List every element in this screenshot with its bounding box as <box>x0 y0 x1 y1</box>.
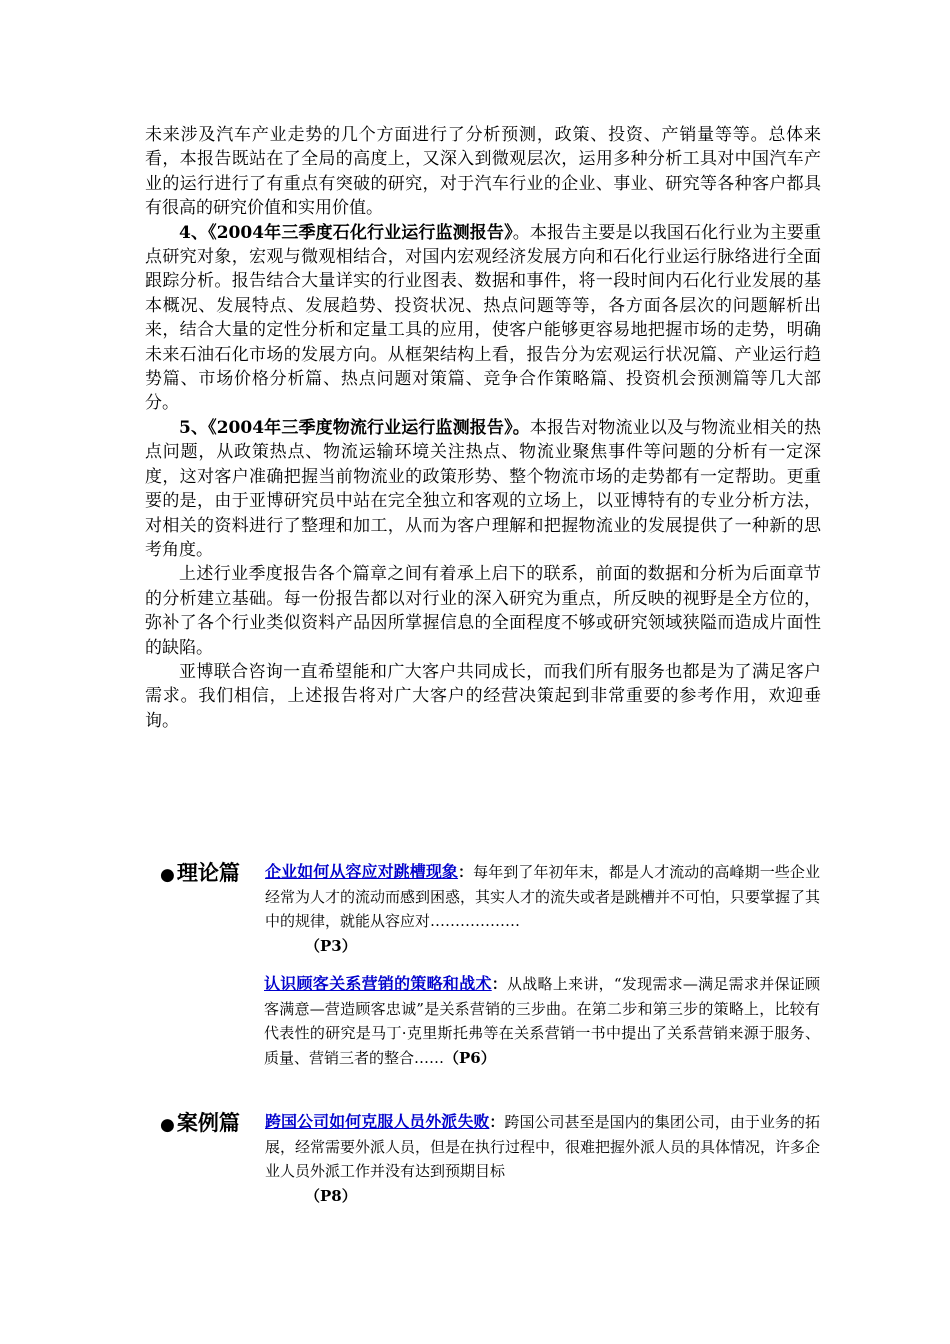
cases-heading <box>160 1110 240 1138</box>
page-ref: （P6） <box>444 1048 496 1067</box>
cases-heading-label: 案例篇 <box>176 1110 240 1135</box>
report-5-paragraph <box>145 416 821 562</box>
report-4-body: 。本报告主要是以我国石化行业为主要重点研究对象，宏观与微观相结合，对国内宏观经济发展方向和石化行业运行脉络进行全面跟踪分析。报告结合大量详实的行业图表、数据和事件，将一段时间内石化行业发展的基本概况、发展特点、发展趋势、投资状况、热点问题等等，各方面各层次的问题解析出来，结合大量的定性分析和定量工具的应用，使客户能够更容易地把握市场的走势，明确未来石油石化市场的发展方向。从框架结构上看，报告分为宏观运行状况篇、产业运行趋势篇、市场价格分析篇、热点问题对策篇、竞争合作策略篇、投资机会预测篇等几大部分。 <box>145 222 821 414</box>
entry-summary: 每年到了年初年末，都是人才流动的高峰期一些企业经常为人才的流动而感到困惑，其实人才的流失或者是跳槽并不可怕，只要掌握了其中的规律，就能从容应对……………… <box>265 863 821 930</box>
cases-section <box>160 1110 825 1230</box>
entry-colon: ： <box>458 863 474 881</box>
report-5-title: 5、《2004年三季度物流行业运行监测报告》。 <box>179 417 530 438</box>
bullet-icon: ● <box>160 865 175 885</box>
theory-entry-relationship-marketing <box>264 972 820 1070</box>
entry-colon: ： <box>489 1113 505 1131</box>
link-relationship-marketing[interactable]: 认识顾客关系营销的策略和战术 <box>264 974 492 993</box>
report-4-paragraph <box>145 221 821 416</box>
page-ref: （P8） <box>305 1186 357 1205</box>
report-5-body: 本报告对物流业以及与物流业相关的热点问题，从政策热点、物流运输环境关注热点、物流业聚焦事件等问题的分析有一定深度，这对客户准确把握当前物流业的政策形势、整个物流市场的走势都有一定帮助。更重要的是，由于亚博研究员中站在完全独立和客观的立场上，以亚博特有的专业分析方法，对相关的资料进行了整理和加工，从而为客户理解和把握物流业的发展提供了一种新的思考角度。 <box>145 417 821 560</box>
entry-summary: 跨国公司甚至是国内的集团公司，由于业务的拓展，经常需要外派人员，但是在执行过程中，很难把握外派人员的具体情况，许多企业人员外派工作并没有达到预期目标 <box>265 1113 821 1180</box>
summary-paragraph: 上述行业季度报告各个篇章之间有着承上启下的联系，前面的数据和分析为后面章节的分析建立基础。每一份报告都以对行业的深入研究为重点，所反映的视野是全方位的，弥补了各个行业类似资料产品因所掌握信息的全面程度不够或研究领域狭隘而造成片面性的缺陷。 <box>145 564 821 658</box>
entry-summary: 从战略上来讲，“发现需求—满足需求并保证顾客满意—营造顾客忠诚”是关系营销的三步曲。在第二步和第三步的策略上，比较有代表性的研究是马丁·克里斯托弗等在关系营销一书中提出了关系营销来源于服务、质量、营销三者的整合…… <box>264 975 820 1067</box>
link-job-hopping[interactable]: 企业如何从容应对跳槽现象 <box>265 862 459 881</box>
cases-entry-expatriate <box>265 1110 820 1208</box>
report-4-title: 4、《2004年三季度石化行业运行监测报告》 <box>179 222 513 243</box>
page-ref: （P3） <box>305 936 357 955</box>
theory-entry-job-hopping <box>265 860 820 958</box>
theory-heading <box>160 860 240 888</box>
entry-colon: ： <box>491 975 508 993</box>
theory-heading-label: 理论篇 <box>176 860 240 885</box>
link-expatriate-failure[interactable]: 跨国公司如何克服人员外派失败 <box>265 1112 490 1131</box>
theory-section <box>160 860 825 1100</box>
article-body <box>145 123 821 733</box>
intro-paragraph: 未来涉及汽车产业走势的几个方面进行了分析预测，政策、投资、产销量等等。总体来看，本报告既站在了全局的高度上，又深入到微观层次，运用多种分析工具对中国汽车产业的运行进行了有重点有突破的研究，对于汽车行业的企业、事业、研究等各种客户都具有很高的研究价值和实用价值。 <box>145 125 821 219</box>
bullet-icon: ● <box>160 1115 175 1135</box>
closing-paragraph: 亚博联合咨询一直希望能和广大客户共同成长，而我们所有服务也都是为了满足客户需求。我们相信，上述报告将对广大客户的经营决策起到非常重要的参考作用，欢迎垂询。 <box>145 661 821 731</box>
